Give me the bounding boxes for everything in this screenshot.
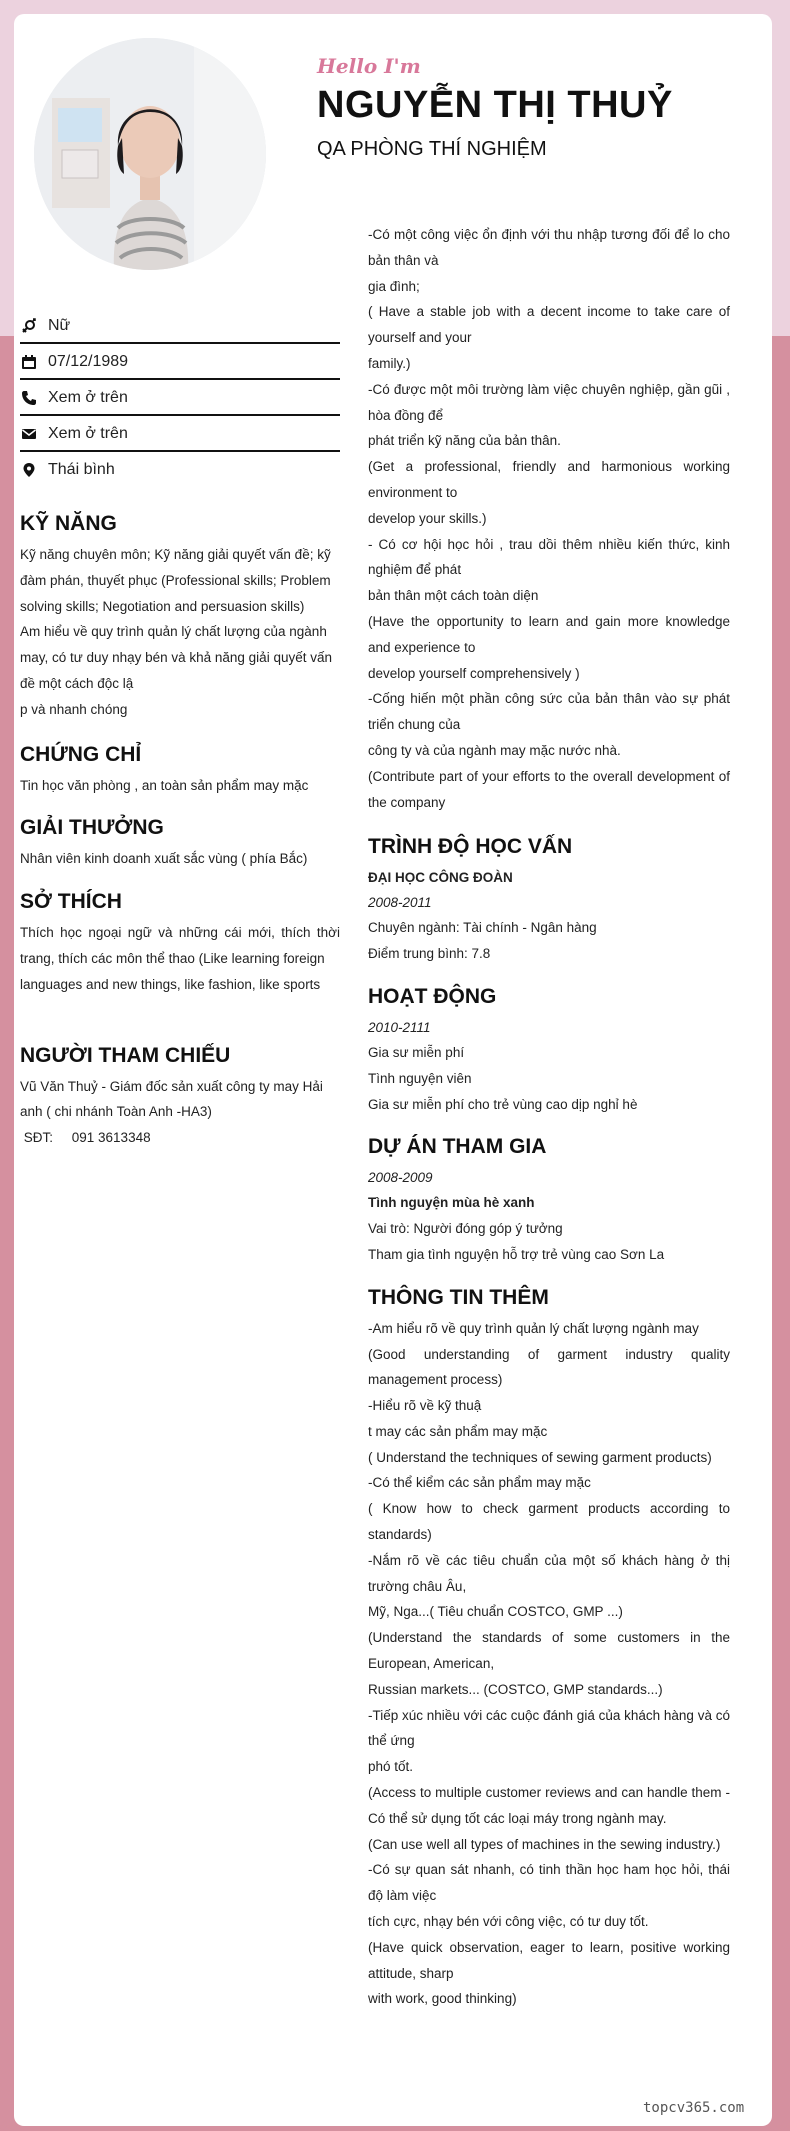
education-school: ĐẠI HỌC CÔNG ĐOÀN: [368, 870, 513, 886]
objective-line: bản thân một cách toàn diện: [368, 588, 539, 604]
contact-phone: [20, 382, 340, 416]
skills-line: Am hiểu về quy trình quản lý chất lượng của ngành may, có tư duy nhạy bén và khả năng giải quyết vấn đề một cách độc lậ: [20, 624, 332, 691]
objective-line: -Có được một môi trường làm việc chuyên nghiệp, gần gũi , hòa đồng để: [368, 381, 730, 423]
job-title: QA PHÒNG THÍ NGHIỆM: [317, 138, 547, 160]
certificates-section: [20, 743, 340, 799]
objective-section: [368, 222, 730, 815]
additional-line: -Am hiểu rõ về quy trình quản lý chất lượng ngành may: [368, 1320, 699, 1336]
references-section: [20, 1044, 340, 1151]
projects-role: Vai trò: Người đóng góp ý tưởng: [368, 1221, 563, 1237]
contact-gender: [20, 310, 340, 344]
contact-list: [20, 310, 340, 486]
projects-name: Tình nguyện mùa hè xanh: [368, 1195, 535, 1211]
additional-line: (Can use well all types of machines in the sewing industry.): [368, 1836, 721, 1852]
awards-title: GIẢI THƯỞNG: [20, 816, 164, 840]
activities-line: Gia sư miễn phí cho trẻ vùng cao dịp nghỉ hè: [368, 1096, 638, 1112]
hello-greeting: Hello I'm: [317, 54, 421, 78]
additional-line: tích cực, nhạy bén với công việc, có tư duy tốt.: [368, 1914, 649, 1930]
hobbies-section: [20, 890, 340, 997]
objective-line: -Có một công việc ổn định với thu nhập tương đối để lo cho bản thân và: [368, 227, 730, 268]
objective-line: ( Have a stable job with a decent income to take care of yourself and your: [368, 304, 730, 346]
additional-line: Russian markets... (COSTCO, GMP standards...): [368, 1681, 663, 1697]
activities-title: HOẠT ĐỘNG: [368, 984, 497, 1008]
right-column: [368, 222, 730, 2012]
education-period: 2008-2011: [368, 895, 432, 911]
skills-title: KỸ NĂNG: [20, 512, 117, 535]
additional-line: -Nắm rõ về các tiêu chuẩn của một số khách hàng ở thị trường châu Âu,: [368, 1552, 730, 1594]
calendar-icon: [20, 353, 38, 371]
projects-desc: Tham gia tình nguyện hỗ trợ trẻ vùng cao Sơn La: [368, 1246, 665, 1262]
references-text: Vũ Văn Thuỷ - Giám đốc sản xuất công ty may Hải anh ( chi nhánh Toàn Anh -HA3): [20, 1078, 323, 1120]
avatar: [34, 38, 266, 270]
envelope-icon: [20, 425, 38, 443]
skills-section: [20, 512, 340, 723]
additional-line: (Understand the standards of some customers in the European, American,: [368, 1630, 730, 1672]
additional-line: (Access to multiple customer reviews and can handle them -Có thể sử dụng tốt các loại máy trong ngành may.: [368, 1785, 730, 1826]
additional-line: phó tốt.: [368, 1759, 414, 1775]
awards-section: [20, 816, 340, 872]
objective-line: - Có cơ hội học hỏi , trau dồi thêm nhiều kiến thức, kinh nghiệm để phát: [368, 536, 730, 578]
footer-watermark: topcv365.com: [643, 2100, 745, 2116]
additional-line: -Có thể kiểm các sản phẩm may mặc: [368, 1475, 591, 1491]
objective-line: (Have the opportunity to learn and gain more knowledge and experience to: [368, 613, 730, 655]
objective-line: (Get a professional, friendly and harmonious working environment to: [368, 459, 730, 500]
projects-title: DỰ ÁN THAM GIA: [368, 1135, 547, 1159]
activities-section: [368, 985, 730, 1117]
hobbies-title: SỞ THÍCH: [20, 890, 122, 914]
gender-icon: [20, 317, 38, 335]
additional-line: -Có sự quan sát nhanh, có tinh thần học ham học hỏi, thái độ làm việc: [368, 1862, 730, 1904]
education-gpa: Điểm trung bình: 7.8: [368, 946, 491, 962]
references-phone: SĐT: 091 3613348: [20, 1130, 151, 1146]
additional-section: [368, 1286, 730, 2013]
contact-dob: [20, 346, 340, 380]
additional-line: Mỹ, Nga...( Tiêu chuẩn COSTCO, GMP ...): [368, 1604, 623, 1620]
objective-line: (Contribute part of your efforts to the overall development of the company: [368, 768, 730, 810]
skills-line: Kỹ năng chuyên môn; Kỹ năng giải quyết vấn đề; kỹ đàm phán, thuyết phục (Professional skills; Problem solving skills; Negotiation and persuasion skills): [20, 547, 331, 614]
hobbies-line: languages and new things, like fashion, like sports: [20, 976, 321, 992]
education-major: Chuyên ngành: Tài chính - Ngân hàng: [368, 920, 597, 936]
left-column: [20, 310, 340, 1151]
projects-section: [368, 1135, 730, 1267]
gender-value: Nữ: [48, 317, 71, 334]
education-title: TRÌNH ĐỘ HỌC VẤN: [368, 835, 573, 859]
objective-line: -Cống hiến một phần công sức của bản thân vào sự phát triển chung của: [368, 691, 730, 733]
phone-icon: [20, 389, 38, 407]
contact-address: [20, 454, 340, 486]
certificates-text: Tin học văn phòng , an toàn sản phẩm may mặc: [20, 777, 309, 793]
education-section: [368, 835, 730, 967]
objective-line: family.): [368, 355, 411, 371]
objective-line: phát triển kỹ năng của bản thân.: [368, 433, 561, 449]
map-pin-icon: [20, 461, 38, 479]
awards-text: Nhân viên kinh doanh xuất sắc vùng ( phía Bắc): [20, 851, 308, 867]
references-title: NGƯỜI THAM CHIẾU: [20, 1043, 231, 1067]
certificates-title: CHỨNG CHỈ: [20, 742, 142, 766]
hobbies-line: Thích học ngoại ngữ và những cái mới, thích thời trang, thích các môn thể thao (Like learning foreign: [20, 925, 340, 966]
skills-line: p và nhanh chóng: [20, 701, 128, 717]
activities-line: Gia sư miễn phí: [368, 1044, 465, 1060]
additional-line: -Hiểu rõ về kỹ thuậ: [368, 1398, 482, 1414]
projects-period: 2008-2009: [368, 1170, 433, 1186]
address-value: Thái bình: [48, 461, 115, 478]
additional-line: ( Know how to check garment products according to standards): [368, 1501, 730, 1543]
objective-line: develop yourself comprehensively ): [368, 665, 580, 681]
objective-line: develop your skills.): [368, 510, 487, 526]
additional-line: t may các sản phẩm may mặc: [368, 1423, 548, 1439]
activities-line: Tình nguyện viên: [368, 1070, 472, 1086]
email-value: Xem ở trên: [48, 425, 128, 442]
additional-line: with work, good thinking): [368, 1991, 517, 2007]
additional-line: (Have quick observation, eager to learn, positive working attitude, sharp: [368, 1939, 730, 1981]
additional-title: THÔNG TIN THÊM: [368, 1285, 549, 1309]
objective-line: công ty và của ngành may mặc nước nhà.: [368, 742, 621, 758]
activities-period: 2010-2111: [368, 1019, 431, 1035]
additional-line: ( Understand the techniques of sewing garment products): [368, 1449, 712, 1465]
phone-value: Xem ở trên: [48, 389, 128, 406]
dob-value: 07/12/1989: [48, 353, 129, 370]
additional-line: -Tiếp xúc nhiều với các cuộc đánh giá của khách hàng và có thể ứng: [368, 1707, 730, 1749]
objective-line: gia đình;: [368, 278, 420, 294]
candidate-name: NGUYỄN THỊ THUỶ: [317, 84, 673, 126]
additional-line: (Good understanding of garment industry quality management process): [368, 1346, 730, 1388]
contact-email: [20, 418, 340, 452]
